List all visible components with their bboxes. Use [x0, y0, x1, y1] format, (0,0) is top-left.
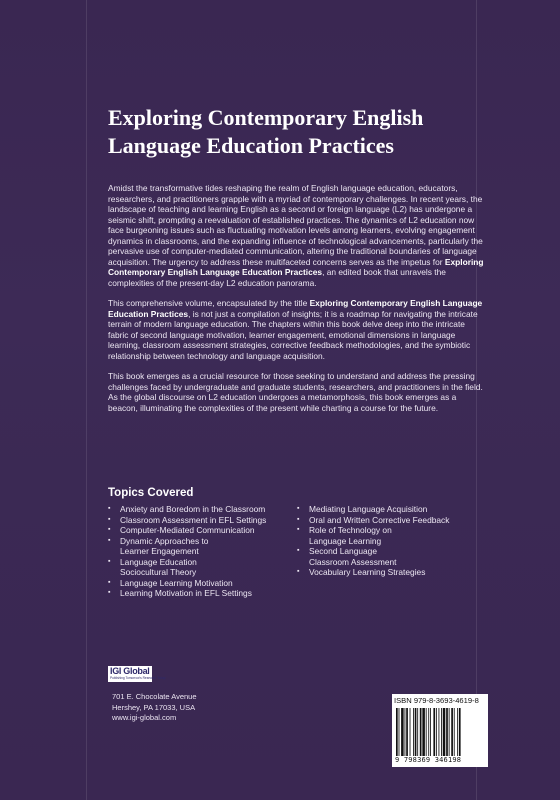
bullet-icon: ▪ [108, 536, 111, 544]
bullet-icon: ▪ [108, 526, 111, 533]
publisher-logo [108, 666, 166, 682]
topic-item [108, 557, 298, 578]
topic-item [297, 546, 487, 567]
topic-item [108, 536, 298, 557]
topic-label: Dynamic Approaches to [120, 535, 209, 546]
bullet-icon: ▪ [297, 505, 300, 512]
isbn-number: ISBN 979-8-3693-4619-8 [394, 696, 479, 705]
isbn-barcode-box [392, 694, 488, 767]
topics-heading: Topics Covered [108, 487, 194, 499]
description-text: Amidst the transformative tides reshaping the realm of English language education, educators, researchers, and practitioners grapple with a myriad of contemporary challenges. In recent years, the landscape of teaching and learning English as a second or foreign language (L2) has undergone a seismic shift, prompting a reevaluation of established practices. The dynamics of L2 education now face burgeoning issues such as fluctuating motivation levels among learners, evolving engagement dynamics in classrooms, and the expanding influence of technological advancements, particularly the pervasive use of computer-mediated communication, altering the traditional boundaries of language acquisition. The urgency to address these multifaceted concerns serves as the impetus for [108, 183, 483, 267]
topic-label: Classroom Assessment [309, 556, 397, 567]
description-text: , is not just a compilation of insights; it is a roadmap for navigating the intricate terrain of modern language education. The chapters within this book delve deep into the intricate fabric of second language motivation, learner engagement, emotional dimensions in language learning, classroom assessment strategies, corrective feedback methodologies, and the symbiotic relationship between technology and language acquisition. [108, 308, 478, 361]
topic-item [108, 525, 298, 536]
book-title [108, 104, 528, 160]
publisher-logo-text: IGI Global [110, 666, 150, 676]
topic-label: Role of Technology on [309, 525, 392, 535]
book-title-emphasis: Exploring Contemporary English Language Education Practices [108, 298, 483, 319]
bullet-icon: ▪ [108, 515, 111, 523]
book-title-emphasis: Exploring Contemporary English Language Education Practices [108, 256, 484, 277]
topic-label: Anxiety and Boredom in the Classroom [120, 504, 266, 514]
topic-item [108, 504, 298, 515]
topic-label: Language Learning [309, 535, 382, 546]
topic-label: Learner Engagement [120, 546, 199, 556]
barcode-digits: 9 798369 346198 [395, 756, 462, 764]
barcode-icon [396, 708, 484, 756]
book-title-line-1: Exploring Contemporary English [108, 105, 424, 130]
publisher-address [112, 692, 197, 724]
address-city: Hershey, PA 17033, USA [112, 702, 196, 712]
left-guide-line [86, 0, 87, 800]
topic-label: Language Education [120, 556, 197, 567]
topic-label: Mediating Language Acquisition [309, 504, 428, 514]
bullet-icon: ▪ [297, 547, 300, 554]
description-paragraph-2 [108, 298, 486, 361]
bullet-icon: ▪ [108, 589, 111, 596]
topic-label: Vocabulary Learning Strategies [309, 567, 426, 577]
bullet-icon: ▪ [297, 568, 300, 575]
topic-item [108, 515, 298, 526]
description-paragraph-3: This book emerges as a crucial resource for those seeking to understand and address the pressing challenges faced by undergraduate and graduate students, researchers, and practitioners in the field. As the global discourse on L2 education undergoes a metamorphosis, this book emerges as a beacon, illuminating the complexities of the present while charting a course for the future. [108, 371, 483, 413]
description-paragraph-1 [108, 183, 486, 288]
topic-item [108, 588, 298, 599]
topic-item [108, 578, 298, 589]
topic-item [297, 515, 487, 526]
description-text: , an edited book that unravels the complexities of the present-day L2 education panorama. [108, 267, 446, 288]
book-title-line-2: Language Education Practices [108, 133, 394, 158]
bullet-icon: ▪ [108, 505, 111, 512]
topic-label: Learning Motivation in EFL Settings [120, 588, 252, 598]
bullet-icon: ▪ [108, 578, 111, 586]
publisher-logo-tagline: Publishing Tomorrow's Research Today [110, 676, 166, 680]
topic-item [297, 504, 487, 515]
topic-item [297, 525, 487, 546]
topic-label: Computer-Mediated Communication [120, 525, 255, 535]
bullet-icon: ▪ [297, 526, 300, 533]
bullet-icon: ▪ [297, 515, 300, 523]
topic-label: Sociocultural Theory [120, 567, 197, 577]
topic-label: Language Learning Motivation [120, 577, 233, 588]
topic-label: Oral and Written Corrective Feedback [309, 514, 450, 525]
description-text: This comprehensive volume, encapsulated by the title [108, 298, 308, 308]
book-description [108, 183, 486, 423]
topic-label: Second Language [309, 546, 377, 556]
topics-list-left [108, 504, 298, 599]
publisher-website: www.igi-global.com [112, 713, 177, 722]
topic-label: Classroom Assessment in EFL Settings [120, 514, 267, 525]
topic-item [297, 567, 487, 578]
address-street: 701 E. Chocolate Avenue [112, 692, 197, 701]
topics-list-right [297, 504, 487, 578]
bullet-icon: ▪ [108, 557, 111, 565]
